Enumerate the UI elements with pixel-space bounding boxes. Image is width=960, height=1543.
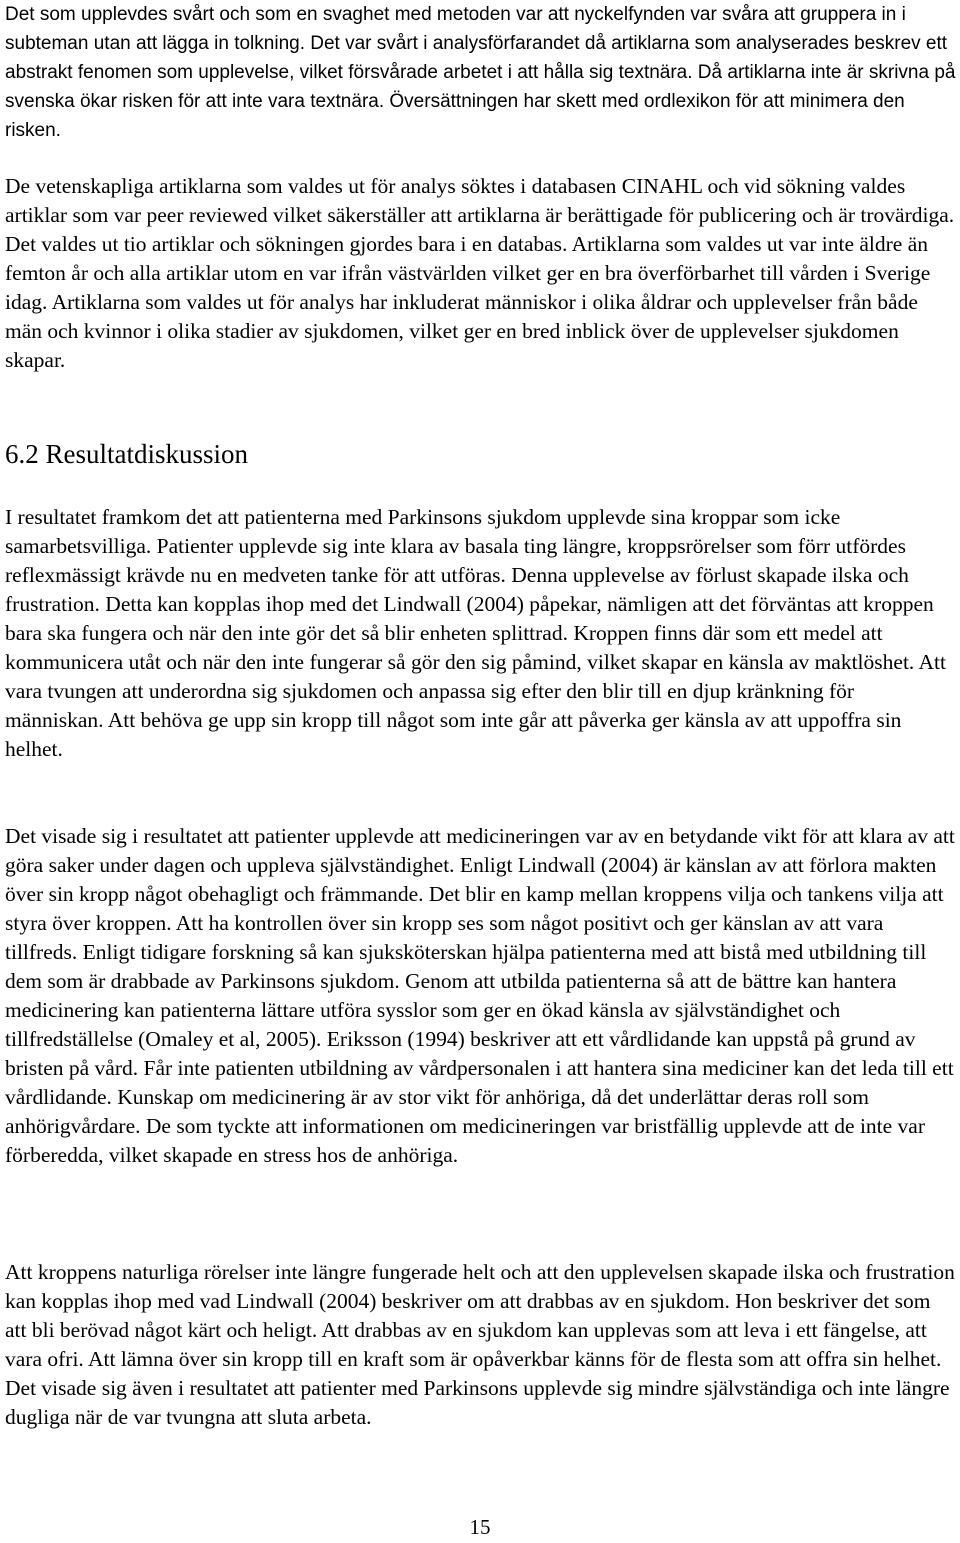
paragraph-medication: Det visade sig i resultatet att patienter upplevde att medicineringen var av en betydande vikt för att klara av att göra saker under dagen och uppleva självständighet. Enligt Lindwall (2004) är känslan av att förlora makten över sin kropp något obehagligt och främmande. Det blir en kamp mellan kroppens vilja och tankens vilja att styra över kroppen. Att ha kontrollen över sin kropp ses som något positivt och ger känslan av att vara tillfreds. Enligt tidigare forskning så kan sjuksköterskan hjälpa patienterna med att bistå med utbildning till dem som är drabbade av Parkinsons sjukdom. Genom att utbilda patienterna så att de bättre kan hantera medicinering kan patienterna lättare utföra sysslor som ger en ökad känsla av självständighet och tillfredställelse (Omaley et al, 2005). Eriksson (1994) beskriver att ett vårdlidande kan uppstå på grund av bristen på vård. Får inte patienten utbildning av vårdpersonalen i att hantera sina mediciner kan det leda till ett vårdlidande. Kunskap om medicinering är av stor vikt för anhöriga, då det underlättar deras roll som anhörigvårdare. De som tyckte att informationen om medicineringen var bristfällig upplevde att de inte var förberedda, vilket skapade en stress hos de anhöriga. bbox=[5, 824, 955, 1167]
section-heading: 6.2 Resultatdiskussion bbox=[5, 439, 249, 469]
paragraph-method-weakness bbox=[5, 0, 957, 145]
page-number: 15 bbox=[469, 1515, 491, 1539]
paragraph-body-movements: Att kroppens naturliga rörelser inte längre fungerade helt och att den upplevelsen skapade ilska och frustration kan kopplas ihop med vad Lindwall (2004) beskriver om att drabbas av en sjukdom. Hon beskriver det som att bli berövad något kärt och heligt. Att drabbas av en sjukdom kan upplevas som att leva i ett fängelse, att vara ofri. Att lämna över sin kropp till en kraft som är opåverkbar känns för de flesta som att offra sin helhet. Det visade sig även i resultatet att patienter med Parkinsons upplevde sig mindre självständiga och inte längre dugliga när de var tvungna att sluta arbeta. bbox=[5, 1260, 955, 1429]
paragraph-result-discussion-body: I resultatet framkom det att patienterna med Parkinsons sjukdom upplevde sina kroppar som icke samarbetsvilliga. Patienter upplevde sig inte klara av basala ting längre, kroppsrörelser som förr utfördes reflexmässigt krävde nu en medveten tanke för att utföras. Denna upplevelse av förlust skapade ilska och frustration. Detta kan kopplas ihop med det Lindwall (2004) påpekar, nämligen att det förväntas att kroppen bara ska fungera och när den inte gör det så blir enheten splittrad. Kroppen finns där som ett medel att kommunicera utåt och när den inte fungerar så gör den sig påmind, vilket skapar en känsla av maktlöshet. Att vara tvungen att underordna sig sjukdomen och anpassa sig efter den blir till en djup kränkning för människan. Att behöva ge upp sin kropp till något som inte går att påverka ger känsla av att uppoffra sin helhet. bbox=[5, 505, 946, 761]
paragraph-text: Det som upplevdes svårt och som en svaghet med metoden var att nyckelfynden var svåra att gruppera in i subteman utan att lägga in tolkning. Det var svårt i analysförfarandet då artiklarna som analyserades beskrev ett abstrakt fenomen som upplevelse, vilket försvårade arbetet i att hålla sig textnära. Då artiklarna inte är skrivna på svenska ökar risken för att inte vara textnära. Översättningen har skett med ordlexikon för att minimera den risken. bbox=[5, 4, 956, 141]
paragraph-article-selection: De vetenskapliga artiklarna som valdes ut för analys söktes i databasen CINAHL och vid sökning valdes artiklar som var peer reviewed vilket säkerställer att artiklarna är berättigade för publicering och är trovärdiga. Det valdes ut tio artiklar och sökningen gjordes bara i en databas. Artiklarna som valdes ut var inte äldre än femton år och alla artiklar utom en var ifrån västvärlden vilket ger en bra överförbarhet till vården i Sverige idag. Artiklarna som valdes ut för analys har inkluderat människor i olika åldrar och upplevelser från både män och kvinnor i olika stadier av sjukdomen, vilket ger en bred inblick över de upplevelser sjukdomen skapar. bbox=[5, 174, 955, 372]
